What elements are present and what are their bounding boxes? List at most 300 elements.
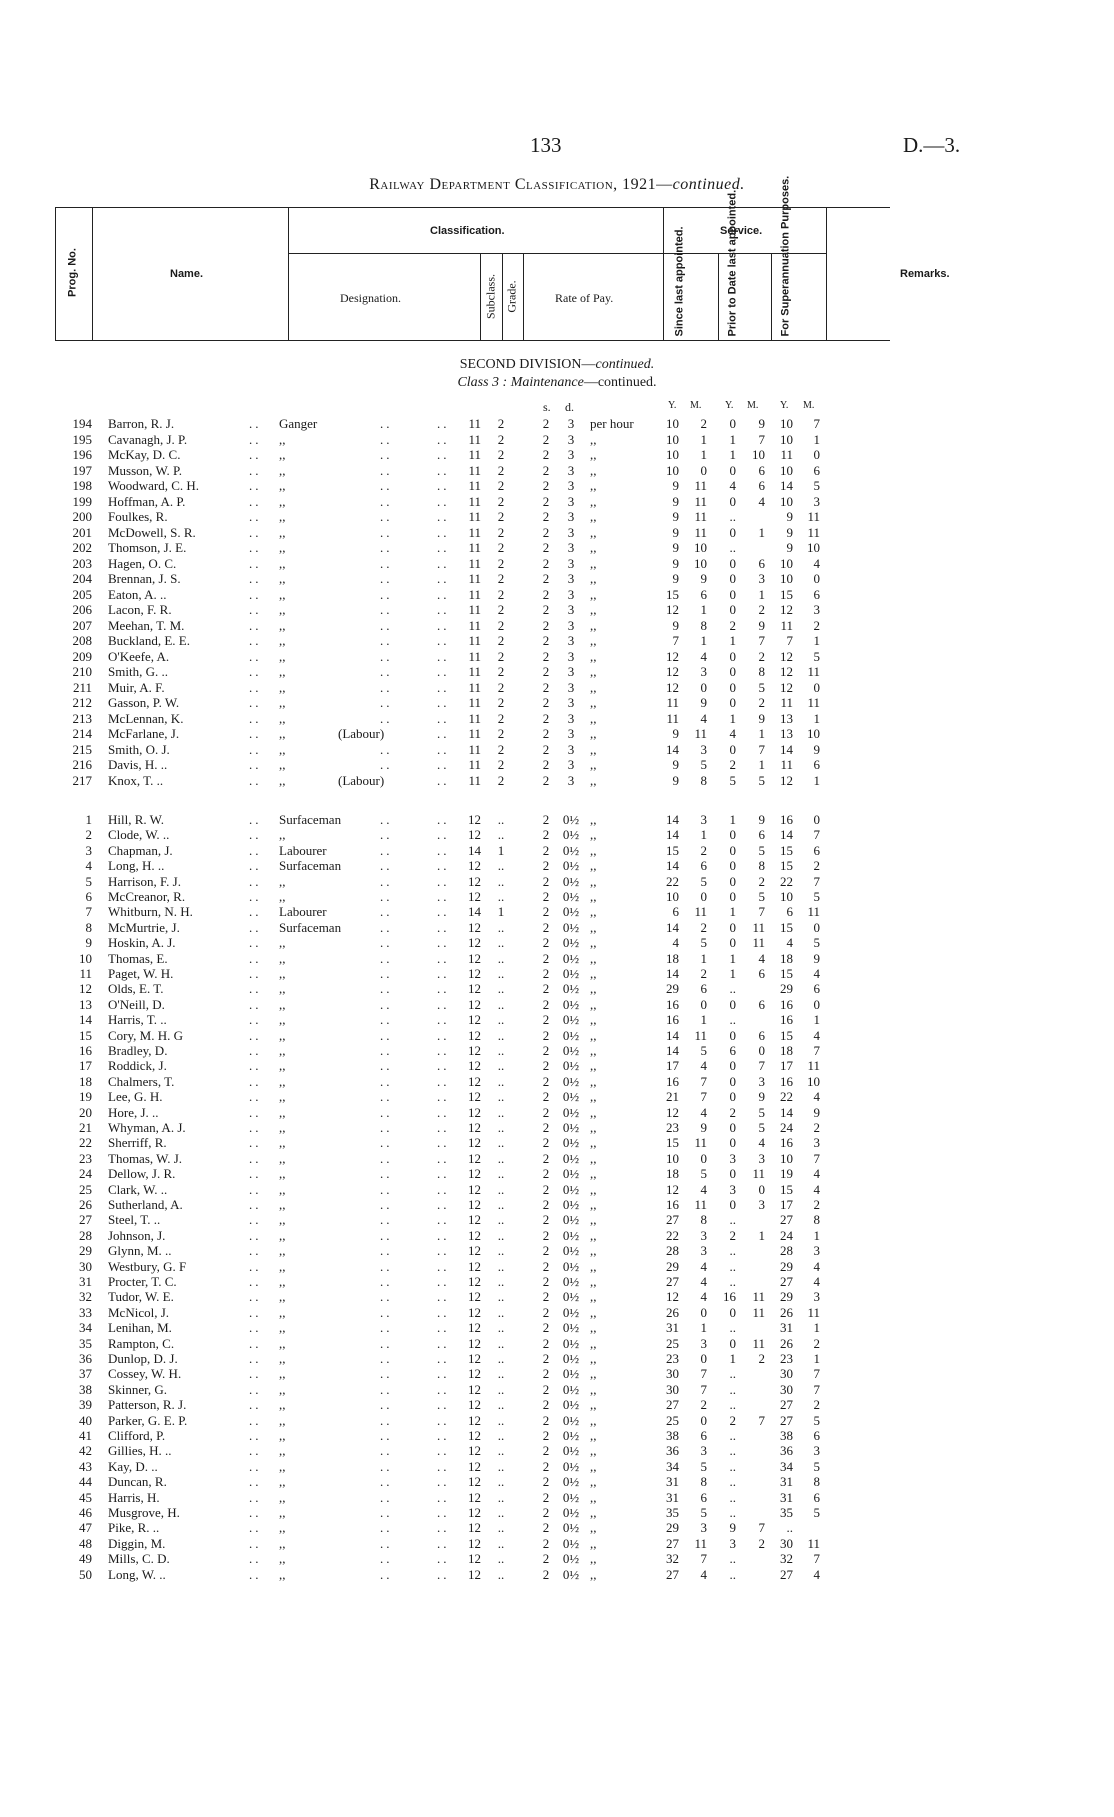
classification-rule [288, 253, 663, 254]
grade: .. [497, 1458, 505, 1474]
table-row [0, 1397, 1114, 1412]
leader-dots: .. [380, 889, 393, 904]
subclass: 11 [468, 509, 481, 524]
designation: ,, [279, 1181, 286, 1197]
since-months: 2 [700, 1397, 707, 1413]
table-row [0, 1289, 1114, 1304]
super-years: 29 [780, 1258, 793, 1274]
designation: ,, [279, 726, 286, 741]
rule-v3 [480, 253, 481, 340]
grade: .. [497, 1043, 505, 1058]
table-row [0, 1135, 1114, 1150]
super-months: 2 [813, 858, 820, 874]
since-years: 11 [666, 695, 679, 710]
grade: .. [497, 1535, 505, 1551]
prog-number: 2 [85, 827, 92, 843]
prog-number: 10 [79, 950, 92, 966]
pay-pence: 0½ [562, 1381, 580, 1397]
subclass: 12 [468, 1197, 481, 1212]
employee-name: Rampton, C. [108, 1335, 175, 1351]
grade: .. [497, 1520, 505, 1536]
employee-name: Smith, O. J. [108, 741, 170, 757]
prior-months: 11 [752, 1304, 765, 1320]
subclass: 11 [468, 586, 481, 602]
pay-unit: ,, [590, 555, 597, 571]
pay-pence: 3 [567, 540, 575, 555]
super-years: 14 [780, 827, 793, 843]
employee-name: Eaton, A. .. [108, 586, 167, 602]
employee-name: Harris, H. [108, 1489, 160, 1505]
leader-dots: .. [437, 1135, 450, 1151]
pay-pence: 0½ [562, 1104, 580, 1120]
subclass: 12 [468, 1520, 481, 1536]
super-years: 31 [780, 1320, 793, 1336]
superannuation-header: For Superannuation Purposes. [779, 175, 792, 337]
leader-dots: .. [380, 1443, 393, 1459]
pay-unit: ,, [590, 726, 597, 741]
employee-name: Duncan, R. [108, 1474, 167, 1490]
subclass: 12 [468, 1073, 481, 1089]
name-header: Name. [170, 268, 204, 280]
leader-dots: .. [437, 827, 450, 843]
prior-months: 5 [758, 842, 765, 858]
prior-years: 0 [729, 695, 736, 710]
prog-number: 22 [79, 1135, 92, 1151]
pay-shillings: 2 [542, 617, 550, 633]
rate-of-pay-header: Rate of Pay. [555, 291, 614, 305]
grade: 2 [497, 524, 505, 540]
table-row [0, 1351, 1114, 1366]
super-years: 15 [780, 858, 793, 874]
leader-dots: .. [249, 996, 262, 1012]
pay-unit: ,, [590, 1320, 597, 1336]
leader-dots: .. [437, 1120, 450, 1135]
since-years: 21 [666, 1089, 679, 1105]
since-years: 12 [666, 1289, 679, 1305]
prog-number: 197 [72, 462, 92, 478]
prog-number: 49 [79, 1551, 92, 1567]
since-years: 10 [666, 1150, 679, 1166]
super-years: 15 [780, 919, 793, 935]
grade: 2 [497, 462, 505, 478]
pay-pence: 0½ [562, 1058, 580, 1074]
prior-years: .. [729, 1320, 736, 1336]
designation: Surfaceman [279, 812, 342, 827]
pay-shillings: 2 [542, 1505, 550, 1520]
grade: .. [497, 1443, 505, 1459]
employee-name: Sherriff, R. [108, 1135, 167, 1151]
grade: 1 [497, 904, 505, 920]
designation: ,, [279, 1428, 286, 1443]
table-row [0, 540, 1114, 555]
prog-number: 25 [79, 1181, 92, 1197]
super-months: 4 [813, 1089, 820, 1105]
leader-dots: .. [249, 478, 262, 493]
since-months: 1 [700, 1320, 707, 1336]
pay-shillings: 2 [542, 1366, 550, 1382]
leader-dots: .. [437, 447, 450, 462]
leader-dots: .. [249, 509, 262, 524]
designation: ,, [279, 966, 286, 981]
super-years: 6 [786, 904, 793, 920]
super-months: 4 [813, 1181, 820, 1197]
prior-years: 4 [729, 478, 736, 493]
pay-unit: ,, [590, 996, 597, 1012]
leader-dots: .. [437, 586, 450, 602]
prog-number: 36 [79, 1351, 92, 1366]
prior-years: 0 [729, 935, 736, 951]
employee-name: Hoffman, A. P. [108, 493, 186, 509]
super-months: 3 [813, 1243, 820, 1259]
grade: .. [497, 1166, 505, 1182]
prior-years: 1 [729, 447, 736, 462]
table-row [0, 1428, 1114, 1443]
leader-dots: .. [380, 858, 393, 874]
prog-number: 24 [79, 1166, 92, 1182]
grade-header: Grade. [504, 280, 519, 313]
super-years: 11 [780, 695, 793, 710]
since-years: 14 [666, 858, 679, 874]
subclass: 11 [468, 493, 481, 509]
rule-v6 [663, 207, 664, 340]
designation: ,, [279, 1258, 286, 1274]
subclass: 11 [468, 524, 481, 540]
pay-shillings: 2 [542, 904, 550, 920]
prior-years: 2 [729, 757, 736, 772]
since-months: 1 [700, 431, 707, 447]
since-years: 29 [666, 1520, 679, 1536]
since-months: 8 [700, 1212, 707, 1228]
subclass: 12 [468, 1181, 481, 1197]
prog-number: 33 [79, 1304, 92, 1320]
subclass: 11 [468, 648, 481, 664]
since-months: 10 [694, 540, 707, 555]
table-row [0, 1043, 1114, 1058]
leader-dots: .. [437, 950, 450, 966]
designation: ,, [279, 1073, 286, 1089]
leader-dots: .. [380, 966, 393, 981]
pay-pence: 3 [567, 617, 575, 633]
super-months: 1 [813, 710, 820, 726]
prog-number: 212 [72, 695, 92, 710]
super-months: 5 [813, 1505, 820, 1520]
table-row [0, 1382, 1114, 1397]
super-months: 0 [813, 812, 820, 827]
prior-years: 0 [729, 571, 736, 586]
classification-header: Classification. [430, 225, 505, 237]
pay-shillings: 2 [542, 1227, 550, 1243]
leader-dots: .. [249, 1505, 262, 1520]
since-years: 15 [666, 842, 679, 858]
table-row [0, 1197, 1114, 1212]
table-row [0, 1120, 1114, 1135]
since-months: 9 [700, 1120, 707, 1135]
prior-years: 0 [729, 1166, 736, 1182]
super-years: .. [786, 1520, 793, 1536]
employee-name: Bradley, D. [108, 1043, 168, 1058]
prior-months: 0 [758, 1181, 765, 1197]
since-years: 29 [666, 981, 679, 997]
employee-name: Johnson, J. [108, 1227, 166, 1243]
prog-number: 37 [79, 1366, 92, 1382]
pay-unit: ,, [590, 889, 597, 904]
leader-dots: .. [380, 1351, 393, 1366]
since-years: 22 [666, 1227, 679, 1243]
prior-months: 2 [758, 695, 765, 710]
pay-pence: 3 [567, 741, 575, 757]
pay-shillings: 2 [542, 1428, 550, 1443]
pay-pence: 0½ [562, 1043, 580, 1058]
grade: 2 [497, 555, 505, 571]
pay-shillings: 2 [542, 812, 550, 827]
since-years: 16 [666, 1012, 679, 1028]
prog-number: 13 [79, 996, 92, 1012]
subclass: 11 [468, 462, 481, 478]
leader-dots: .. [249, 1212, 262, 1228]
leader-dots: .. [437, 1289, 450, 1305]
prior-years: 2 [729, 1227, 736, 1243]
unit-prior-years: Y. [725, 400, 734, 411]
table-row [0, 981, 1114, 996]
pay-unit: ,, [590, 741, 597, 757]
pay-unit: ,, [590, 1366, 597, 1382]
leader-dots: .. [380, 1320, 393, 1336]
pay-unit: per hour [590, 416, 634, 431]
leader-dots: .. [380, 1520, 393, 1536]
subclass: 11 [468, 447, 481, 462]
prior-years: 0 [729, 462, 736, 478]
pay-unit: ,, [590, 710, 597, 726]
super-years: 27 [780, 1397, 793, 1413]
pay-shillings: 2 [542, 462, 550, 478]
table-row [0, 1166, 1114, 1181]
super-years: 15 [780, 1027, 793, 1043]
designation: ,, [279, 1104, 286, 1120]
pay-pence: 0½ [562, 1505, 580, 1520]
employee-name: McMurtrie, J. [108, 919, 180, 935]
since-months: 11 [694, 904, 707, 920]
super-years: 12 [780, 648, 793, 664]
table-row [0, 447, 1114, 462]
pay-unit: ,, [590, 1120, 597, 1135]
since-years: 34 [666, 1458, 679, 1474]
super-years: 18 [780, 950, 793, 966]
prog-number: 3 [85, 842, 92, 858]
since-years: 15 [666, 586, 679, 602]
since-months: 9 [700, 695, 707, 710]
super-months: 11 [807, 1535, 820, 1551]
prior-years: 0 [729, 679, 736, 695]
leader-dots: .. [249, 416, 262, 431]
pay-unit: ,, [590, 493, 597, 509]
leader-dots: .. [380, 1043, 393, 1058]
pay-unit: ,, [590, 664, 597, 679]
leader-dots: .. [249, 695, 262, 710]
designation: ,, [279, 1566, 286, 1582]
pay-pence: 0½ [562, 1535, 580, 1551]
leader-dots: .. [437, 919, 450, 935]
prior-months: 11 [752, 1335, 765, 1351]
since-months: 4 [700, 1058, 707, 1074]
subclass: 12 [468, 1089, 481, 1105]
leader-dots: .. [437, 1381, 450, 1397]
prior-years: 0 [729, 1335, 736, 1351]
pay-pence: 3 [567, 478, 575, 493]
leader-dots: .. [249, 1227, 262, 1243]
subclass: 12 [468, 1012, 481, 1028]
pay-unit: ,, [590, 842, 597, 858]
prog-number: 42 [79, 1443, 92, 1459]
pay-unit: ,, [590, 1397, 597, 1413]
pay-unit: ,, [590, 524, 597, 540]
since-years: 12 [666, 1104, 679, 1120]
pay-unit: ,, [590, 586, 597, 602]
pay-unit: ,, [590, 540, 597, 555]
pay-unit: ,, [590, 1412, 597, 1428]
super-years: 9 [786, 540, 793, 555]
since-months: 11 [694, 509, 707, 524]
pay-unit: ,, [590, 919, 597, 935]
employee-name: Roddick, J. [108, 1058, 167, 1074]
pay-pence: 3 [567, 493, 575, 509]
table-row [0, 664, 1114, 679]
leader-dots: .. [380, 462, 393, 478]
leader-dots: .. [380, 1166, 393, 1182]
super-years: 30 [780, 1366, 793, 1382]
table-row [0, 556, 1114, 571]
subclass: 12 [468, 1304, 481, 1320]
leader-dots: .. [437, 1505, 450, 1520]
since-years: 10 [666, 431, 679, 447]
prior-years: 0 [729, 648, 736, 664]
subclass: 12 [468, 1212, 481, 1228]
table-row [0, 1505, 1114, 1520]
pay-pence: 3 [567, 571, 575, 586]
designation: ,, [279, 1197, 286, 1212]
designation: ,, [279, 1412, 286, 1428]
employee-name: Whyman, A. J. [108, 1120, 186, 1135]
since-years: 27 [666, 1397, 679, 1413]
since-years: 9 [672, 726, 679, 741]
table-row [0, 618, 1114, 633]
super-months: 1 [813, 1320, 820, 1336]
super-months: 8 [813, 1212, 820, 1228]
designation: ,, [279, 1381, 286, 1397]
since-years: 27 [666, 1566, 679, 1582]
table-row [0, 478, 1114, 493]
employee-name: Gillies, H. .. [108, 1443, 172, 1459]
grade: 2 [497, 757, 505, 772]
designation: ,, [279, 602, 286, 617]
prior-months: 6 [758, 827, 765, 843]
prior-years: .. [729, 1258, 736, 1274]
prior-years: 0 [729, 919, 736, 935]
leader-dots: .. [380, 1212, 393, 1228]
pay-pence: 0½ [562, 1135, 580, 1151]
designation: ,, [279, 1397, 286, 1413]
super-months: 7 [813, 1381, 820, 1397]
leader-dots: .. [249, 664, 262, 679]
since-years: 11 [666, 710, 679, 726]
employee-name: Westbury, G. F [108, 1258, 187, 1274]
pay-unit: ,, [590, 950, 597, 966]
since-months: 8 [700, 772, 707, 788]
since-years: 28 [666, 1243, 679, 1259]
prog-number: 18 [79, 1073, 92, 1089]
pay-unit: ,, [590, 1135, 597, 1151]
subclass: 11 [468, 772, 481, 788]
pay-pence: 0½ [562, 950, 580, 966]
leader-dots: .. [249, 1320, 262, 1336]
since-years: 16 [666, 996, 679, 1012]
title-main: Railway Department Classification [369, 176, 614, 193]
pay-unit: ,, [590, 602, 597, 617]
subclass: 12 [468, 935, 481, 951]
designation-header: Designation. [340, 291, 401, 305]
super-years: 11 [780, 757, 793, 772]
since-months: 1 [700, 447, 707, 462]
since-months: 5 [700, 1166, 707, 1182]
since-months: 11 [694, 1135, 707, 1151]
prior-months: 4 [758, 1135, 765, 1151]
subclass: 12 [468, 1505, 481, 1520]
employee-name: Patterson, R. J. [108, 1397, 187, 1413]
leader-dots: .. [437, 1412, 450, 1428]
since-years: 27 [666, 1535, 679, 1551]
since-months: 4 [700, 1289, 707, 1305]
super-years: 23 [780, 1351, 793, 1366]
grade: 2 [497, 447, 505, 462]
prior-years: .. [729, 1474, 736, 1490]
prog-number: 211 [72, 679, 92, 695]
leader-dots: .. [249, 1520, 262, 1536]
grade: 1 [497, 842, 505, 858]
pay-shillings: 2 [542, 447, 550, 462]
subclass: 12 [468, 1058, 481, 1074]
prior-years: .. [729, 509, 736, 524]
prog-number: 14 [79, 1012, 92, 1028]
leader-dots: .. [249, 1366, 262, 1382]
prior-months: 7 [758, 431, 765, 447]
since-years: 35 [666, 1505, 679, 1520]
leader-dots: .. [380, 1566, 393, 1582]
since-months: 2 [700, 416, 707, 431]
super-years: 12 [780, 679, 793, 695]
prog-number: 47 [79, 1520, 92, 1536]
table-row [0, 874, 1114, 889]
prior-years: 0 [729, 416, 736, 431]
prog-number: 204 [72, 571, 92, 586]
prog-no-header: Prog. No. [66, 248, 79, 297]
super-years: 29 [780, 1289, 793, 1305]
since-years: 14 [666, 1043, 679, 1058]
leader-dots: .. [380, 555, 393, 571]
leader-dots: .. [249, 1351, 262, 1366]
prior-months: 0 [758, 1043, 765, 1058]
super-months: 7 [813, 1043, 820, 1058]
designation: ,, [279, 1551, 286, 1567]
subclass: 12 [468, 1135, 481, 1151]
leader-dots: .. [437, 1351, 450, 1366]
table-row [0, 633, 1114, 648]
prog-number: 194 [72, 416, 92, 431]
subclass: 12 [468, 1320, 481, 1336]
super-months: 9 [813, 1104, 820, 1120]
prog-number: 1 [85, 812, 92, 827]
leader-dots: .. [249, 1412, 262, 1428]
pay-shillings: 2 [542, 873, 550, 889]
super-years: 29 [780, 981, 793, 997]
